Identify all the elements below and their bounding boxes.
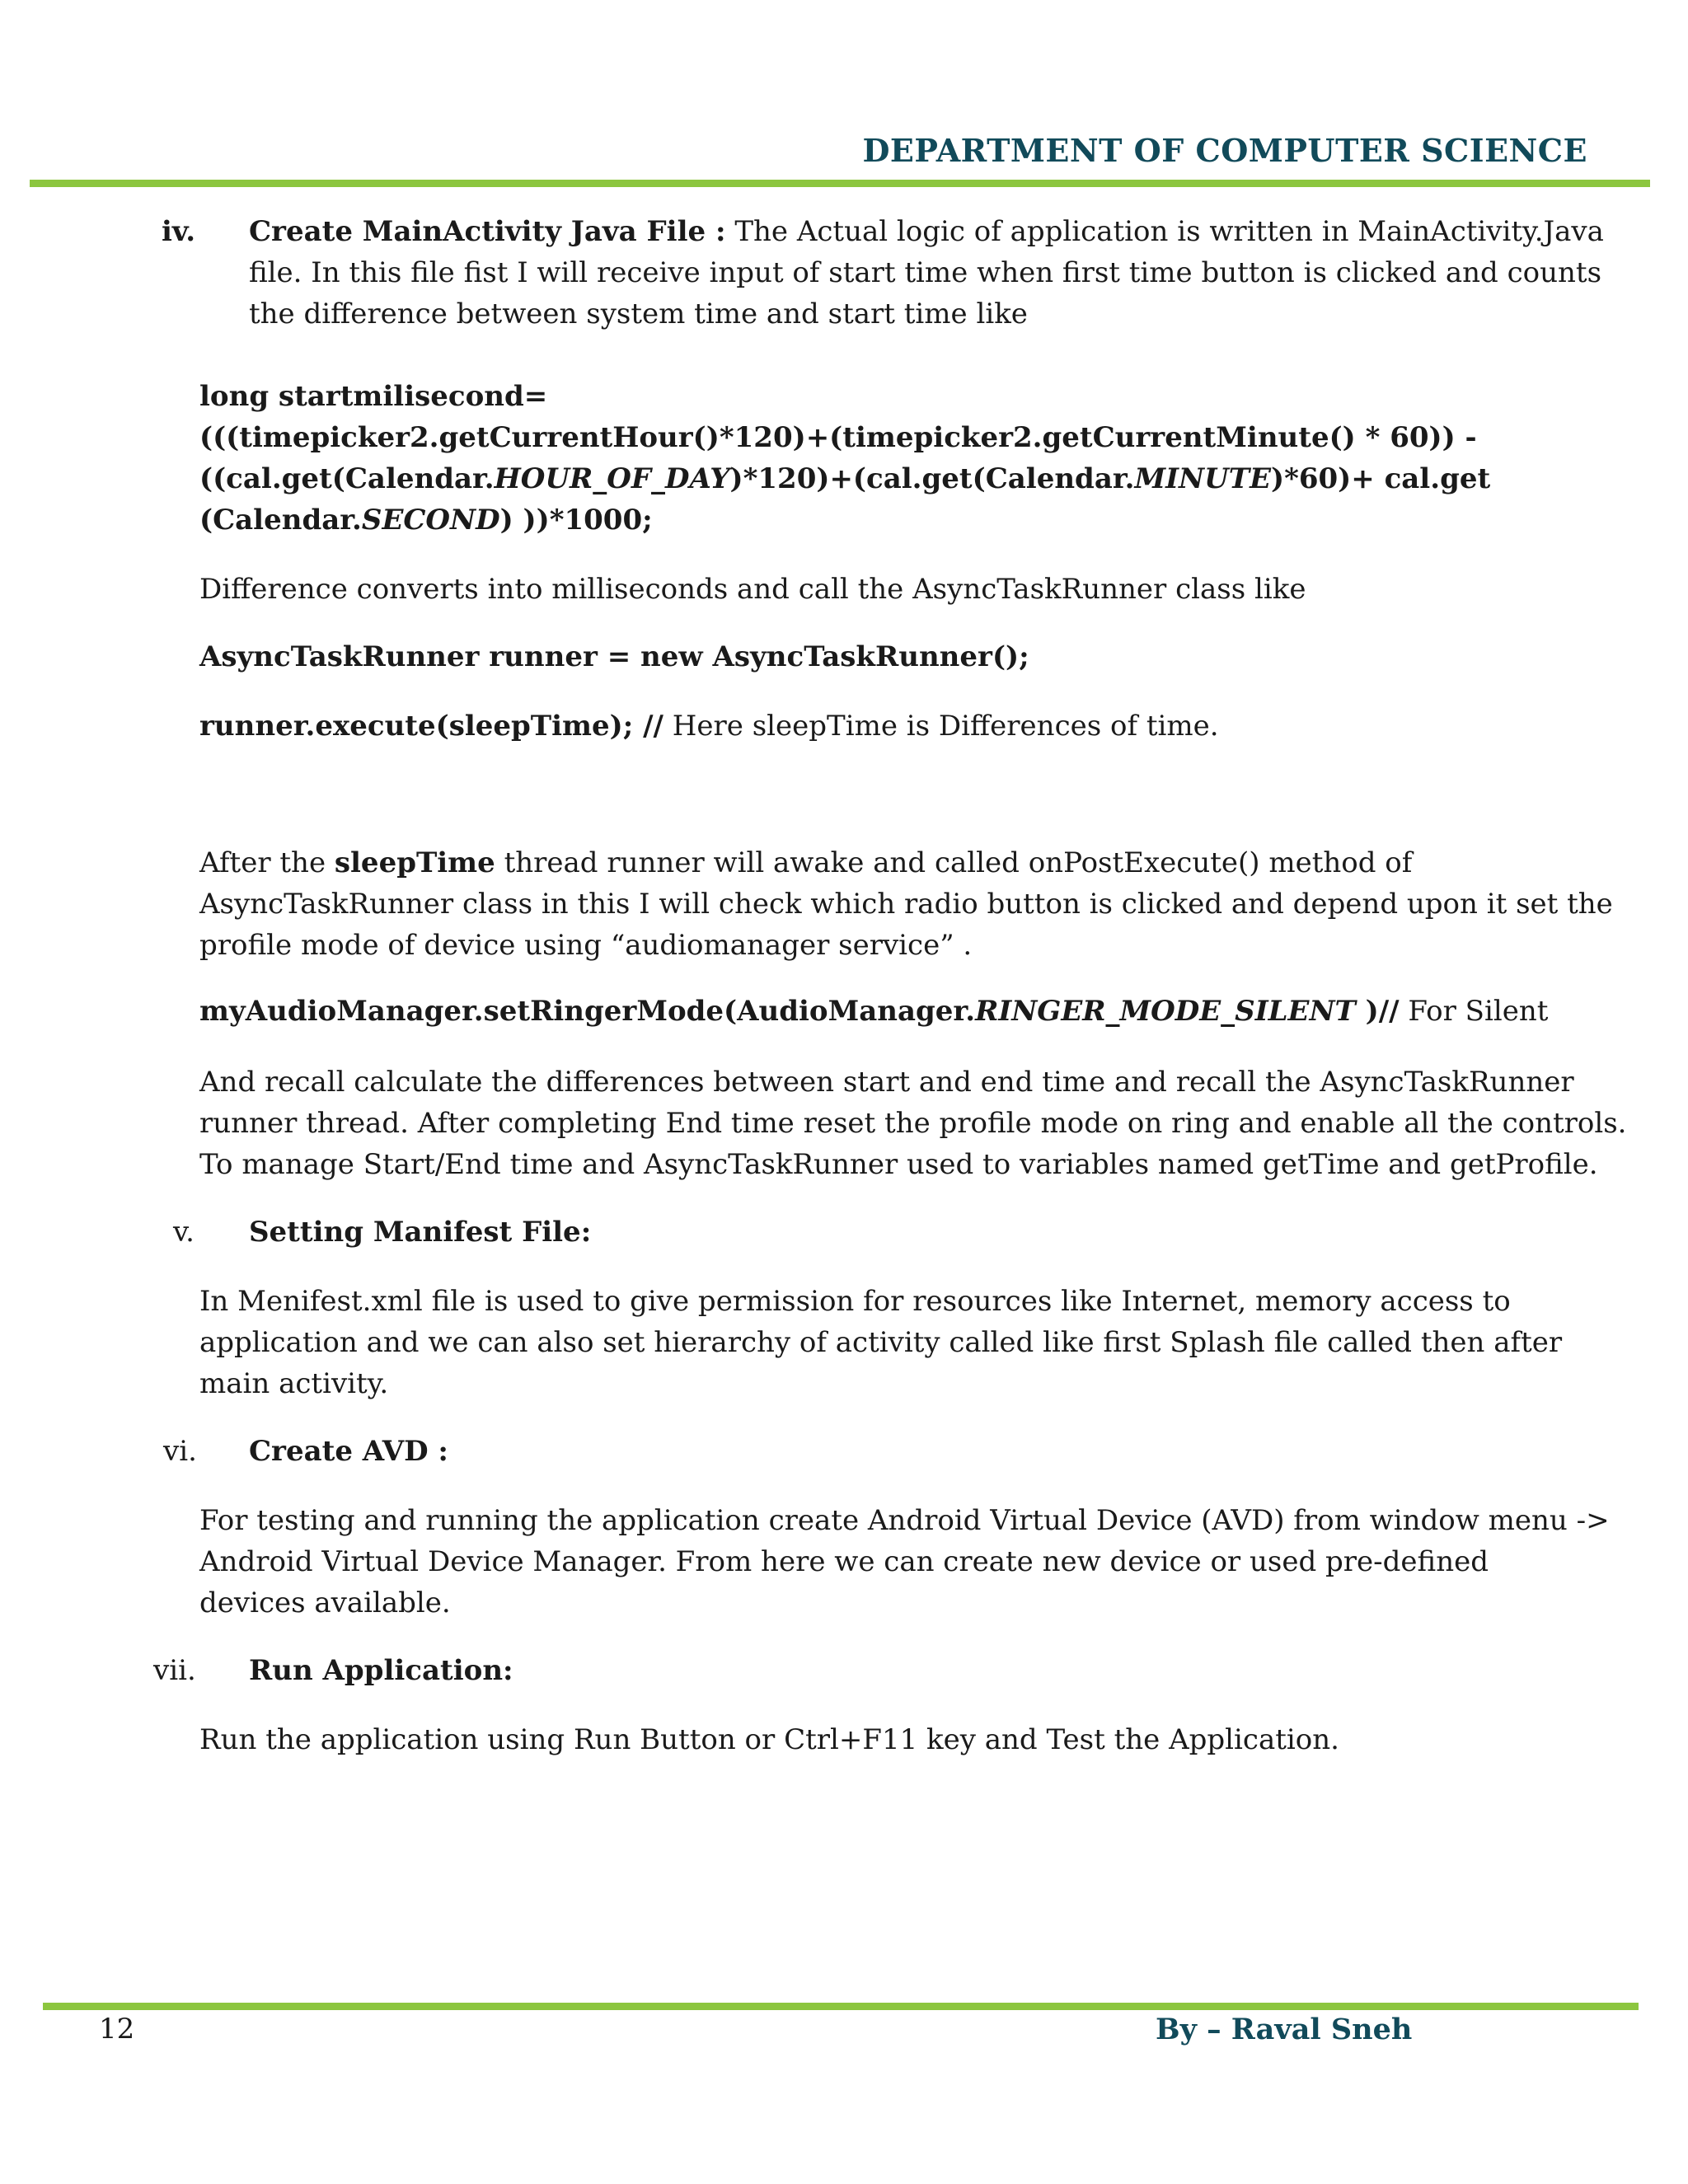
section-iv-intro-line1	[249, 211, 1604, 252]
section-vii-number: vii.	[153, 1654, 196, 1687]
section-vi-line2: Android Virtual Device Manager. From here we can create new device or used pre-defined	[199, 1545, 1489, 1578]
code-constant-ringer-mode-silent: RINGER_MODE_SILENT	[975, 995, 1356, 1028]
author-credit: By – Raval Sneh	[1156, 2013, 1413, 2046]
code-comment: For Silent	[1399, 995, 1549, 1028]
footer-rule	[43, 2003, 1639, 2010]
code-startmilisecond-line4	[199, 499, 653, 541]
header-title: DEPARTMENT OF COMPUTER SCIENCE	[862, 132, 1587, 169]
sleeptime-term: sleepTime	[334, 846, 495, 879]
text-part: thread runner will awake and called onPostExecute() method of	[495, 846, 1413, 879]
after-line1	[199, 842, 1412, 883]
recall-line3: To manage Start/End time and AsyncTaskRunner used to variables named getTime and getProfile.	[199, 1148, 1598, 1181]
code-part: runner.execute(sleepTime); //	[199, 710, 663, 743]
recall-line2: runner thread. After completing End time reset the profile mode on ring and enable all the controls.	[199, 1107, 1627, 1140]
code-set-ringer-mode	[199, 991, 1548, 1032]
section-vi-line1: For testing and running the application create Android Virtual Device (AVD) from window menu ->	[199, 1504, 1610, 1537]
code-constant-hour-of-day: HOUR_OF_DAY	[494, 462, 730, 495]
section-v-line1: In Menifest.xml file is used to give permission for resources like Internet, memory access to	[199, 1285, 1511, 1318]
code-part: )*120)+(cal.get(Calendar.	[729, 462, 1135, 495]
section-iv-number: iv.	[162, 215, 196, 248]
after-line2: AsyncTaskRunner class in this I will check which radio button is clicked and depend upon it set the	[199, 888, 1613, 921]
section-v-heading: Setting Manifest File:	[249, 1216, 592, 1249]
recall-line1: And recall calculate the differences between start and end time and recall the AsyncTaskRunner	[199, 1066, 1574, 1099]
section-vii-line1: Run the application using Run Button or Ctrl+F11 key and Test the Application.	[199, 1723, 1339, 1756]
code-comment: Here sleepTime is Differences of time.	[663, 710, 1219, 743]
code-part: (Calendar.	[199, 504, 362, 537]
section-vi-number: vi.	[163, 1435, 197, 1468]
code-part: ) ))*1000;	[499, 504, 653, 537]
code-runner-execute	[199, 705, 1219, 747]
header-rule	[30, 180, 1650, 187]
difference-text: Difference converts into milliseconds and call the AsyncTaskRunner class like	[199, 573, 1306, 606]
section-iv-intro-line3: the difference between system time and start time like	[249, 298, 1028, 330]
after-line3: profile mode of device using “audiomanager service” .	[199, 929, 973, 962]
section-iv-intro-line2: file. In this file fist I will receive input of start time when first time button is clicked and counts	[249, 256, 1602, 289]
section-iv-intro-text: The Actual logic of application is written in MainActivity.Java	[725, 215, 1604, 248]
code-startmilisecond-line1: long startmilisecond=	[199, 380, 548, 413]
code-asynctaskrunner-init: AsyncTaskRunner runner = new AsyncTaskRunner();	[199, 640, 1029, 673]
section-vi-heading: Create AVD :	[249, 1435, 448, 1468]
text-part: After the	[199, 846, 335, 879]
section-v-line3: main activity.	[199, 1367, 389, 1400]
code-startmilisecond-line2: (((timepicker2.getCurrentHour()*120)+(timepicker2.getCurrentMinute() * 60)) -	[199, 421, 1477, 454]
code-part: myAudioManager.setRingerMode(AudioManager.	[199, 995, 976, 1028]
page-number: 12	[99, 2013, 135, 2046]
code-constant-second: SECOND	[361, 504, 500, 537]
section-v-line2: application and we can also set hierarchy of activity called like first Splash file called then after	[199, 1326, 1563, 1359]
section-iv-heading: Create MainActivity Java File :	[249, 215, 726, 248]
code-part: )*60)+ cal.get	[1270, 462, 1491, 495]
section-vi-line3: devices available.	[199, 1586, 451, 1619]
section-v-number: v.	[173, 1216, 195, 1249]
code-part: ((cal.get(Calendar.	[199, 462, 495, 495]
code-constant-minute: MINUTE	[1134, 462, 1271, 495]
section-vii-heading: Run Application:	[249, 1654, 513, 1687]
code-part: )//	[1355, 995, 1400, 1028]
code-startmilisecond-line3	[199, 458, 1490, 499]
